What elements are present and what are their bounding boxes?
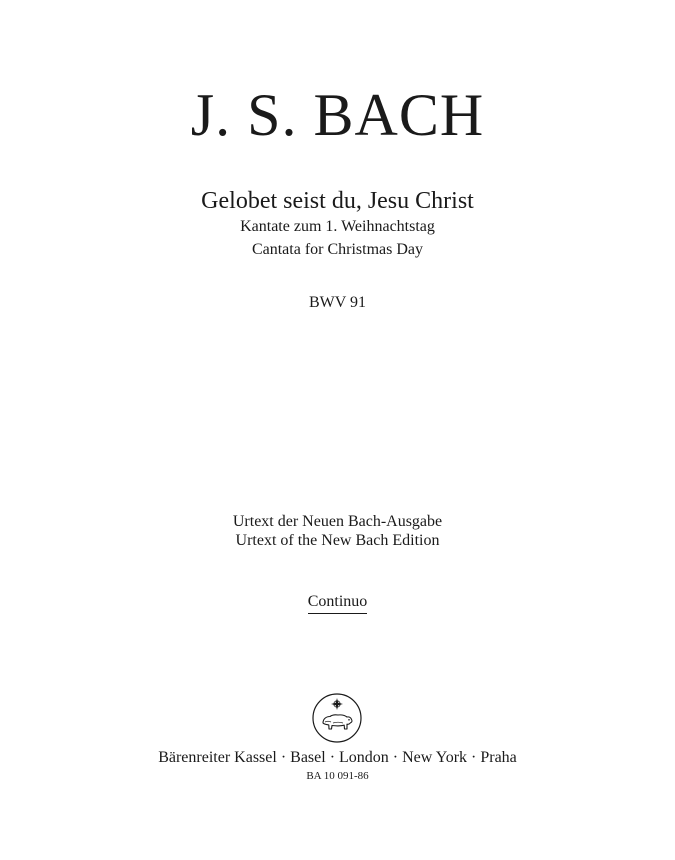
publisher-imprint: Bärenreiter Kassel · Basel · London · New York · Praha (158, 749, 517, 766)
bwv-number: BWV 91 (308, 294, 367, 311)
work-subtitle-english: Cantata for Christmas Day (251, 241, 424, 258)
baerenreiter-bear-logo-icon (311, 692, 363, 744)
work-title: Gelobet seist du, Jesu Christ (201, 188, 474, 214)
order-number: BA 10 091-86 (306, 770, 369, 782)
work-subtitle-german: Kantate zum 1. Weihnachtstag (240, 218, 435, 235)
part-name: Continuo (308, 592, 368, 614)
urtext-note-german: Urtext der Neuen Bach-Ausgabe (232, 513, 443, 530)
composer-name: J. S. BACH (190, 82, 485, 148)
part-label (0, 592, 675, 614)
urtext-note-english: Urtext of the New Bach Edition (235, 532, 440, 549)
